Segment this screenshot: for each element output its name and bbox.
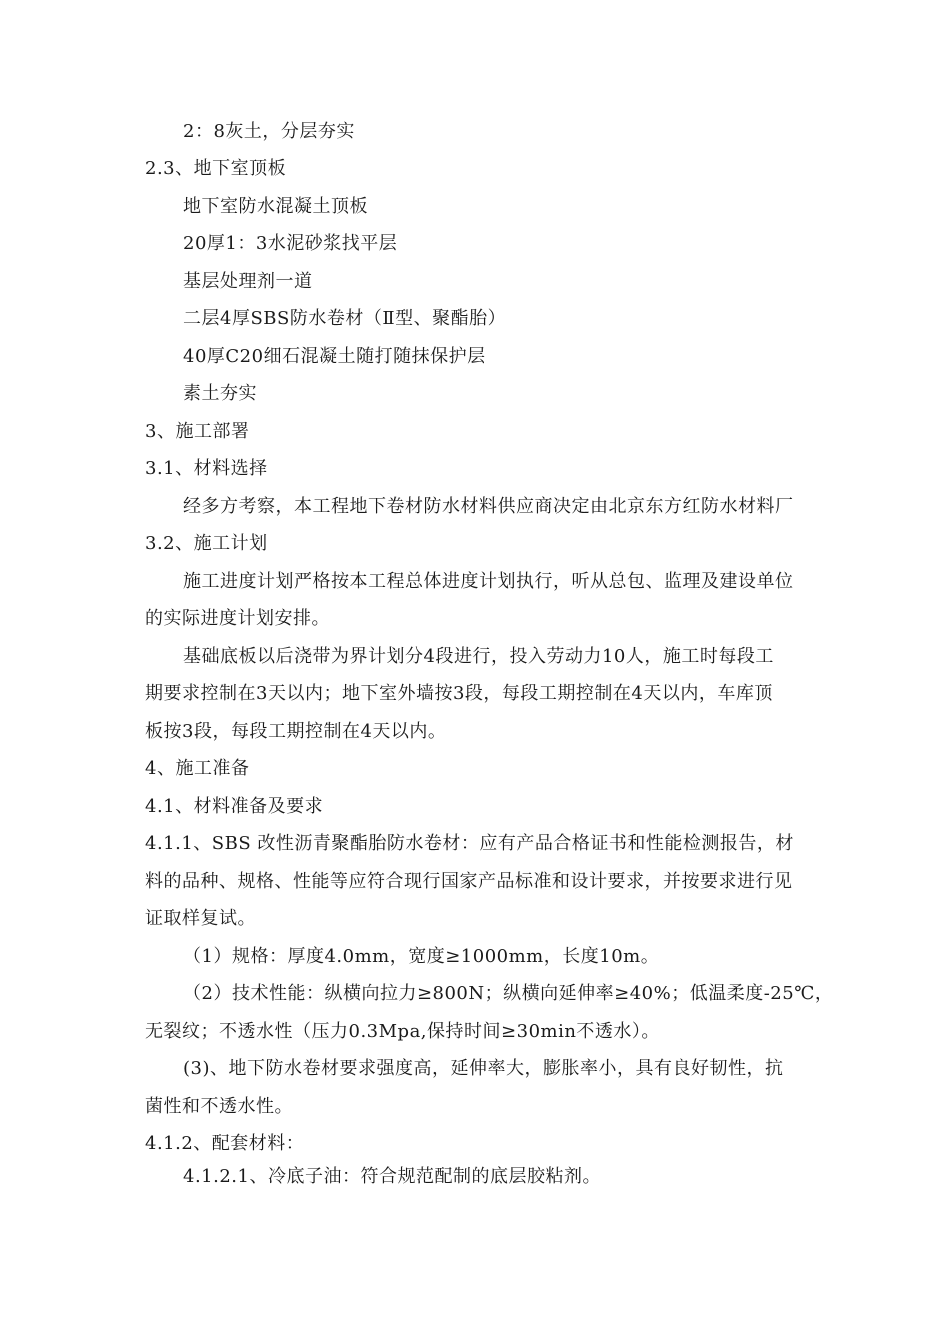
text-line: 2：8灰土，分层夯实 — [183, 121, 355, 142]
text-line: (3)、地下防水卷材要求强度高，延伸率大，膨胀率小，具有良好韧性，抗 — [183, 1058, 784, 1079]
text-line: 4.1.2.1、冷底子油：符合规范配制的底层胶粘剂。 — [183, 1166, 601, 1187]
text-line: 40厚C20细石混凝土随打随抹保护层 — [183, 346, 486, 367]
section-heading: 4.1、材料准备及要求 — [145, 796, 324, 817]
text-line: 料的品种、规格、性能等应符合现行国家产品标准和设计要求，并按要求进行见 — [145, 871, 793, 892]
text-line: 无裂纹；不透水性（压力0.3Mpa,保持时间≥30min不透水）。 — [145, 1021, 660, 1042]
text-line: 菌性和不透水性。 — [145, 1096, 293, 1117]
text-line: （2）技术性能：纵横向拉力≥800N；纵横向延伸率≥40%；低温柔度-25℃， — [183, 983, 834, 1004]
text-line: 素土夯实 — [183, 383, 257, 404]
text-line: 二层4厚SBS防水卷材（Ⅱ型、聚酯胎） — [183, 308, 507, 329]
text-line: 板按3段，每段工期控制在4天以内。 — [145, 721, 447, 742]
text-line: 的实际进度计划安排。 — [145, 608, 330, 629]
text-line: 期要求控制在3天以内；地下室外墙按3段，每段工期控制在4天以内，车库顶 — [145, 683, 773, 704]
text-line: 基层处理剂一道 — [183, 271, 313, 292]
section-heading: 3.2、施工计划 — [145, 533, 268, 554]
text-line: 4.1.1、SBS 改性沥青聚酯胎防水卷材：应有产品合格证书和性能检测报告，材 — [145, 833, 794, 854]
section-heading: 2.3、地下室顶板 — [145, 158, 287, 179]
text-line: 经多方考察，本工程地下卷材防水材料供应商决定由北京东方红防水材料厂 — [183, 496, 794, 517]
text-line: 基础底板以后浇带为界计划分4段进行，投入劳动力10人，施工时每段工 — [183, 646, 774, 667]
text-line: （1）规格：厚度4.0mm，宽度≥1000mm，长度10m。 — [183, 946, 660, 967]
section-heading: 4.1.2、配套材料： — [145, 1133, 305, 1154]
text-line: 20厚1：3水泥砂浆找平层 — [183, 233, 398, 254]
text-line: 施工进度计划严格按本工程总体进度计划执行，听从总包、监理及建设单位 — [183, 571, 794, 592]
section-heading: 4、施工准备 — [145, 758, 250, 779]
text-line: 证取样复试。 — [145, 908, 256, 929]
section-heading: 3.1、材料选择 — [145, 458, 268, 479]
section-heading: 3、施工部署 — [145, 421, 250, 442]
text-line: 地下室防水混凝土顶板 — [183, 196, 368, 217]
